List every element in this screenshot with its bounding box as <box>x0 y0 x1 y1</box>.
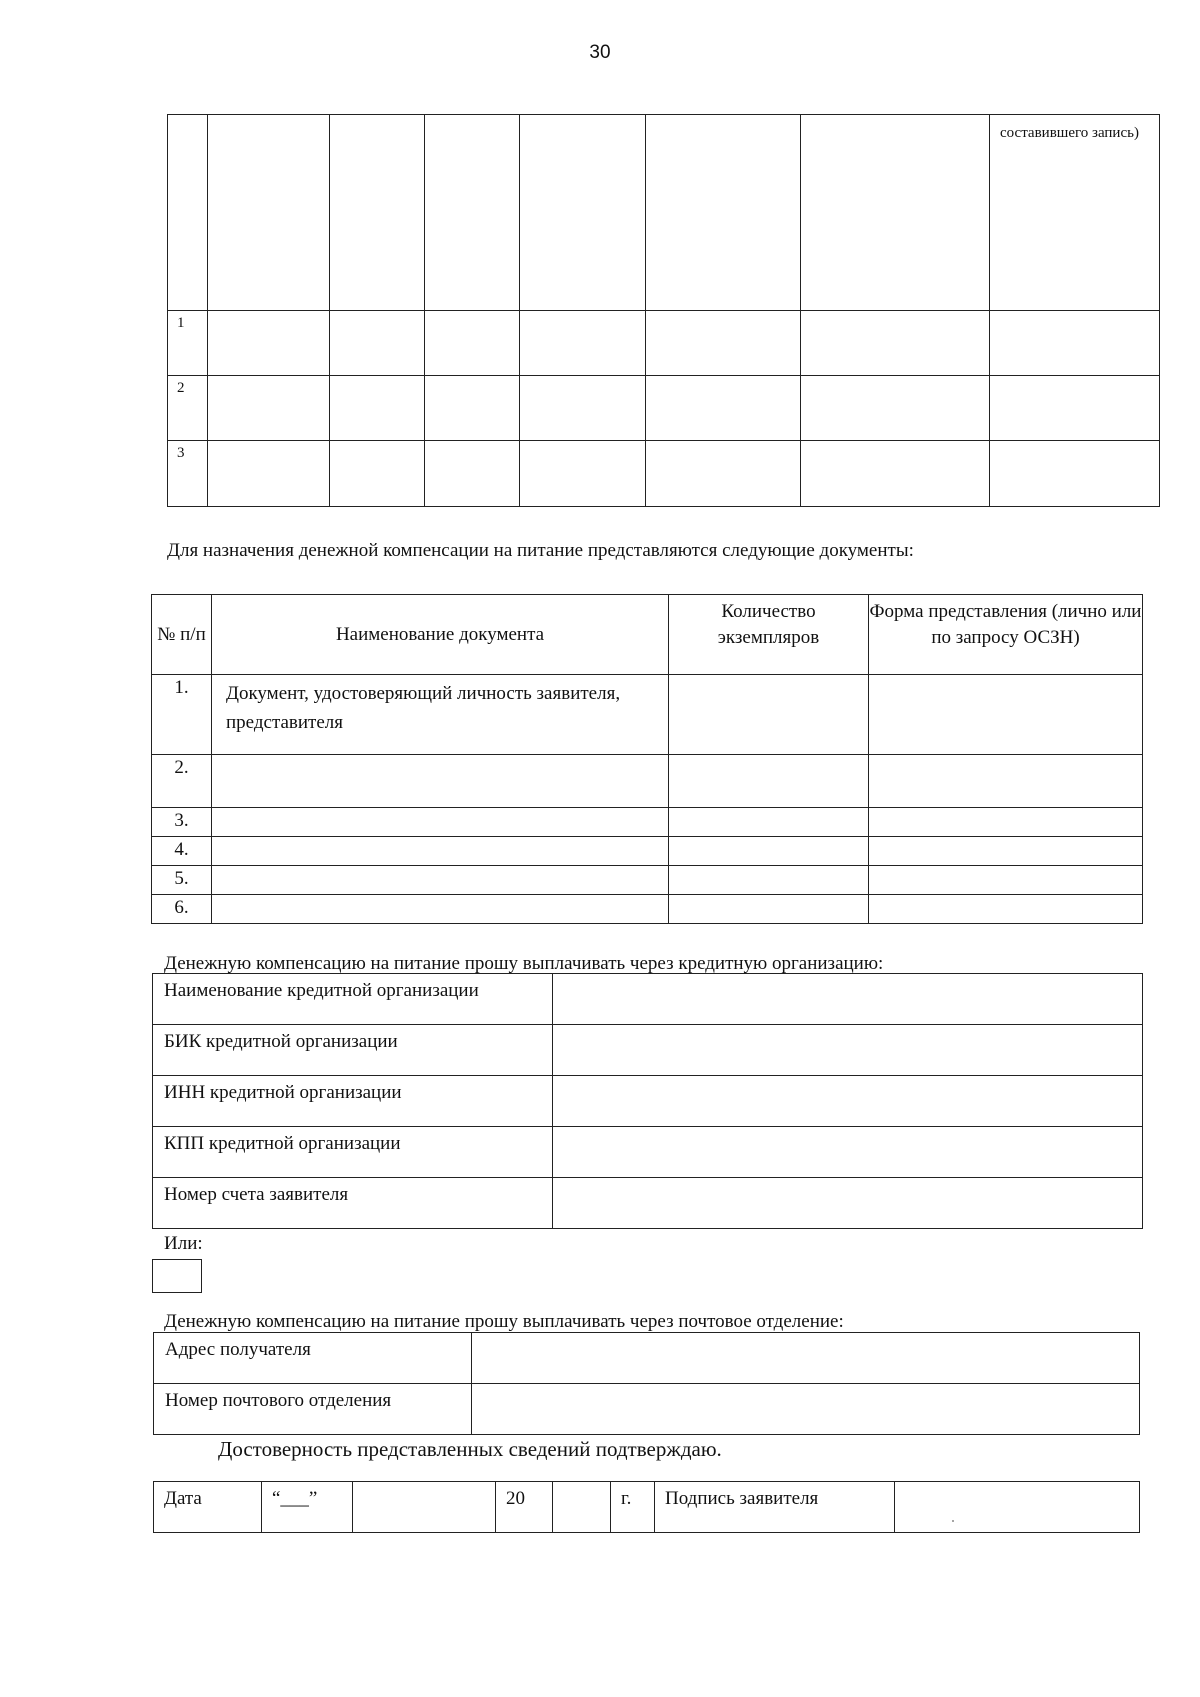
form-cell[interactable] <box>869 675 1143 755</box>
document-row <box>152 808 1143 837</box>
document-name[interactable] <box>212 837 669 866</box>
signature-label: Подпись заявителя <box>655 1482 895 1533</box>
signature-row <box>154 1482 1140 1533</box>
form-cell[interactable] <box>869 895 1143 924</box>
table-header-row <box>168 115 1160 311</box>
document-number: 4. <box>152 837 212 866</box>
documents-header-row <box>152 595 1143 675</box>
document-row <box>152 837 1143 866</box>
table-row <box>168 441 1160 507</box>
bank-row <box>153 1178 1143 1229</box>
copies-cell[interactable] <box>669 895 869 924</box>
document-number: 6. <box>152 895 212 924</box>
day-field[interactable]: “___” <box>262 1482 353 1533</box>
bank-inn-field[interactable] <box>553 1076 1143 1127</box>
bank-row <box>153 974 1143 1025</box>
row-number: 2 <box>168 376 208 441</box>
table-row <box>168 376 1160 441</box>
row-number: 1 <box>168 311 208 376</box>
post-office-number-label: Номер почтового отделения <box>154 1384 472 1435</box>
document-name[interactable] <box>212 808 669 837</box>
continuation-table <box>167 114 1160 507</box>
row-number: 3 <box>168 441 208 507</box>
confirmation-text: Достоверность представленных сведений подтверждаю. <box>218 1437 722 1461</box>
table-row <box>168 311 1160 376</box>
recipient-address-label: Адрес получателя <box>154 1333 472 1384</box>
or-label: Или: <box>164 1233 203 1254</box>
year-suffix: г. <box>611 1482 655 1533</box>
bank-kpp-field[interactable] <box>553 1127 1143 1178</box>
year-field[interactable] <box>553 1482 611 1533</box>
header-form: Форма представления (лично или по запросу ОСЗН) <box>869 595 1143 675</box>
document-name[interactable] <box>212 866 669 895</box>
account-number-label: Номер счета заявителя <box>153 1178 553 1229</box>
page-number: 30 <box>589 42 611 63</box>
document-row <box>152 895 1143 924</box>
bank-name-label: Наименование кредитной организации <box>153 974 553 1025</box>
bank-bik-field[interactable] <box>553 1025 1143 1076</box>
form-cell[interactable] <box>869 837 1143 866</box>
document-number: 2. <box>152 755 212 808</box>
copies-cell[interactable] <box>669 808 869 837</box>
post-row <box>154 1384 1140 1435</box>
document-name[interactable] <box>212 755 669 808</box>
header-number: № п/п <box>152 595 212 675</box>
document-number: 5. <box>152 866 212 895</box>
bank-inn-label: ИНН кредитной организации <box>153 1076 553 1127</box>
bank-heading: Денежную компенсацию на питание прошу выплачивать через кредитную организацию: <box>164 953 884 974</box>
document-name: Документ, удостоверяющий личность заявителя, представителя <box>212 675 669 755</box>
bank-row <box>153 1076 1143 1127</box>
document-row <box>152 755 1143 808</box>
bank-row <box>153 1025 1143 1076</box>
year-prefix: 20 <box>496 1482 553 1533</box>
month-field[interactable] <box>353 1482 496 1533</box>
document-name[interactable] <box>212 895 669 924</box>
bank-name-field[interactable] <box>553 974 1143 1025</box>
document-row <box>152 866 1143 895</box>
post-heading: Денежную компенсацию на питание прошу выплачивать через почтовое отделение: <box>164 1311 844 1332</box>
bank-row <box>153 1127 1143 1178</box>
recipient-address-field[interactable] <box>472 1333 1140 1384</box>
scan-dot <box>952 1520 954 1522</box>
documents-heading: Для назначения денежной компенсации на питание представляются следующие документы: <box>167 540 914 561</box>
column-note: составившего запись) <box>990 115 1160 311</box>
documents-table <box>151 594 1143 924</box>
post-table <box>153 1332 1140 1435</box>
post-row <box>154 1333 1140 1384</box>
bank-kpp-label: КПП кредитной организации <box>153 1127 553 1178</box>
account-number-field[interactable] <box>553 1178 1143 1229</box>
document-row <box>152 675 1143 755</box>
bank-table <box>152 973 1143 1229</box>
bank-bik-label: БИК кредитной организации <box>153 1025 553 1076</box>
form-cell[interactable] <box>869 866 1143 895</box>
form-cell[interactable] <box>869 755 1143 808</box>
date-label: Дата <box>154 1482 262 1533</box>
copies-cell[interactable] <box>669 866 869 895</box>
signature-field[interactable] <box>895 1482 1140 1533</box>
document-number: 3. <box>152 808 212 837</box>
document-number: 1. <box>152 675 212 755</box>
post-option-checkbox[interactable] <box>152 1259 202 1293</box>
header-copies: Количество экземпляров <box>669 595 869 675</box>
form-cell[interactable] <box>869 808 1143 837</box>
post-office-number-field[interactable] <box>472 1384 1140 1435</box>
signature-table <box>153 1481 1140 1533</box>
copies-cell[interactable] <box>669 675 869 755</box>
copies-cell[interactable] <box>669 837 869 866</box>
copies-cell[interactable] <box>669 755 869 808</box>
header-name: Наименование документа <box>212 595 669 675</box>
